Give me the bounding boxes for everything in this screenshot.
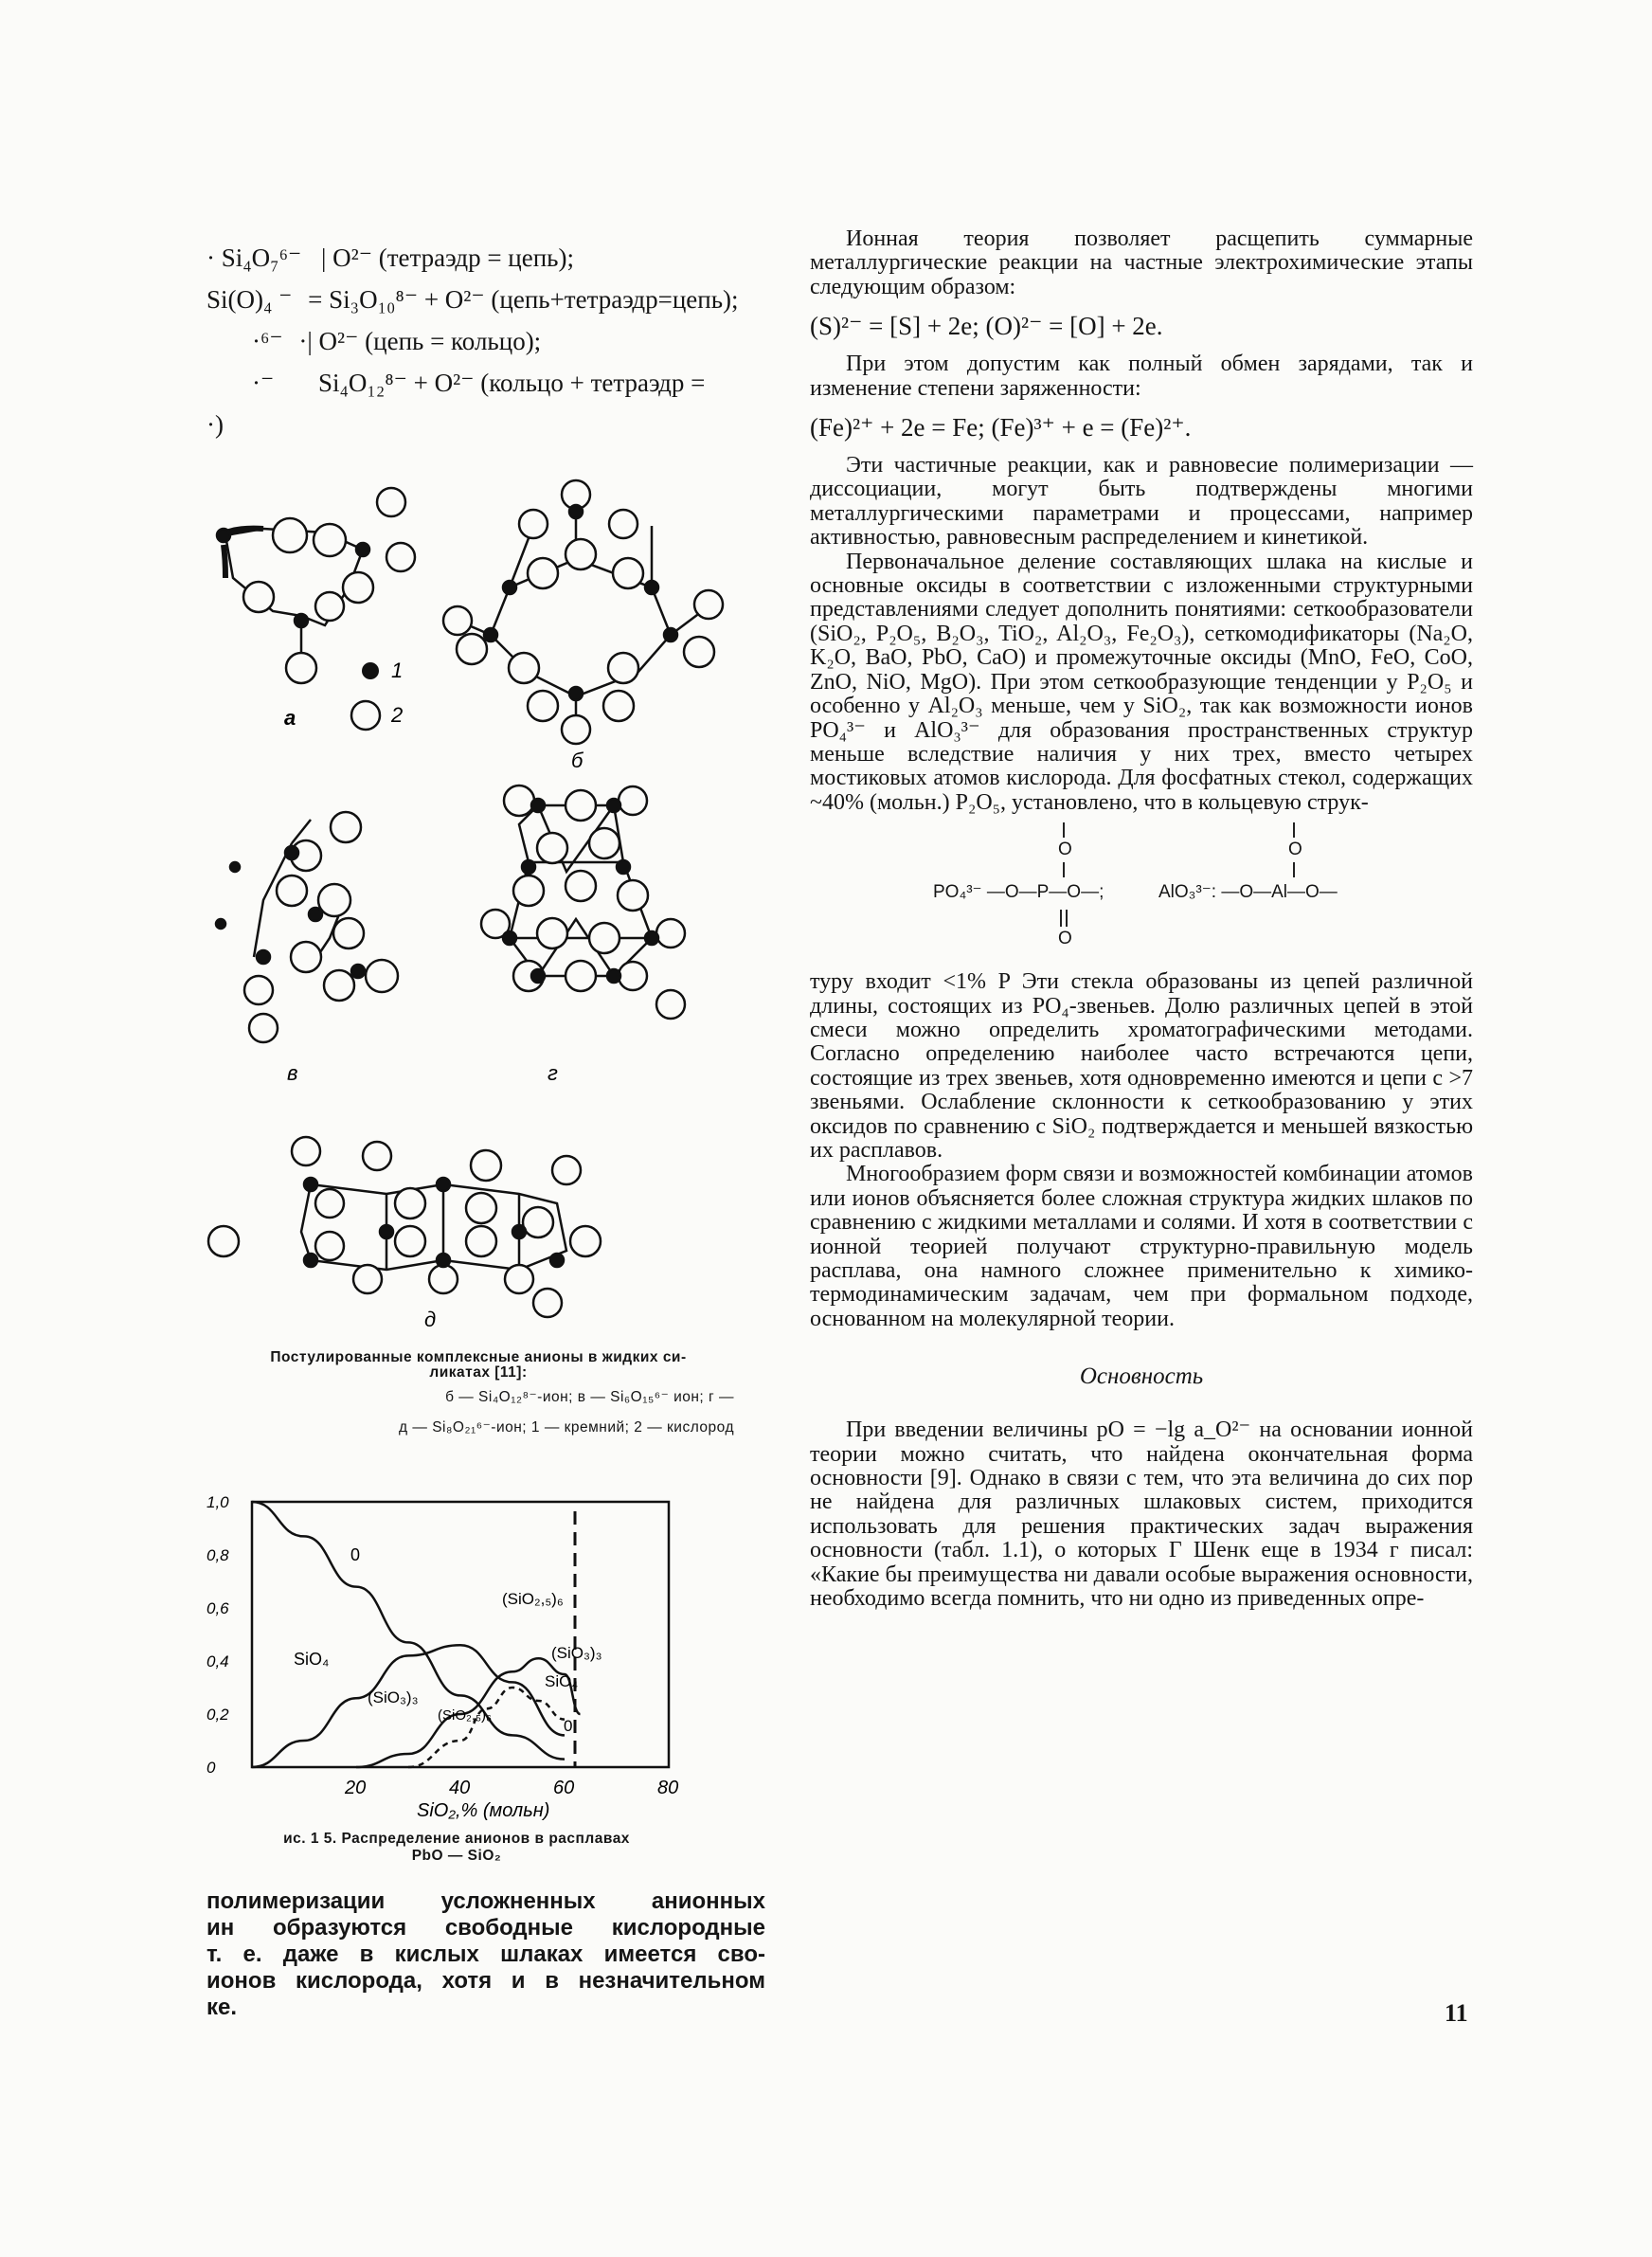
chart-caption <box>220 1829 693 1867</box>
structural-formulas <box>810 822 1473 965</box>
left-bottom-paragraph <box>206 1888 765 2021</box>
bond-line <box>1293 822 1295 838</box>
y-tick-label: 0,2 <box>206 1706 229 1724</box>
curve-label-sio3-left: (SiO₃)₃ <box>368 1688 419 1706</box>
label-d: д <box>424 1308 437 1331</box>
double-bond-line <box>1060 910 1062 927</box>
curve-label-sio25-top: (SiO₂,₅)₆ <box>502 1590 564 1608</box>
curve-label-sio4: SiO₄ <box>294 1650 330 1669</box>
equation-lhs: ·) <box>206 410 224 439</box>
equation-line <box>206 237 762 279</box>
equation-line <box>206 320 762 362</box>
x-tick-label: 40 <box>449 1778 471 1798</box>
paragraph-partial-reactions: Эти частичные реакции, как и равновесие полимеризации — диссоциации, могут быть подтверждены многими металлургическими параметрами и процессами, например активностью, равновесным распределением и кинетикой. <box>810 453 1473 551</box>
left-paragraph-line: полимеризации усложненных анионных <box>206 1888 765 1914</box>
legend-oxygen-icon <box>351 701 380 730</box>
structure-a <box>217 488 415 683</box>
structure-v <box>216 812 398 1042</box>
chart-series <box>252 1502 581 1767</box>
y-tick-label: 0,6 <box>206 1599 229 1617</box>
x-tick-labels <box>344 1778 678 1798</box>
paragraph-bond-diversity: Многообразием форм связи и возможностей комбинации атомов или ионов объясняется более сложная структура жидких шлаков по сравнению с жидкими металлами и солями. И хотя в соответствии с ионной теорией получают структурно-правильную модель расплава, она намного сложнее применительно к химико-термодинамическим задачам, чем при формальном подходе, основанном на молекулярной теории. <box>810 1162 1473 1331</box>
equation-rhs: ·| O²⁻ (цепь = кольцо); <box>298 327 542 355</box>
right-column <box>810 227 1473 1611</box>
y-tick-label: 0 <box>206 1759 216 1777</box>
equation-lhs: ·⁻ <box>252 369 275 397</box>
curve-label-sio4-right: SiO₄ <box>545 1672 579 1690</box>
legend-1-label: 1 <box>391 659 404 682</box>
equation-lhs: Si(O)₄ ⁻ <box>206 285 293 314</box>
curve-label-o: 0 <box>350 1545 361 1564</box>
figure-caption-line: б — Si₄O₁₂⁸⁻-ион; в — Si₆O₁₅⁶⁻ ион; г — <box>445 1389 734 1405</box>
struct-alo3: AlO₃³⁻: —O—Al—O— <box>1158 882 1338 903</box>
paragraph-charge-exchange: При этом допустим как полный обмен зарядами, так и изменение степени заряженности: <box>810 352 1473 401</box>
figure-caption-line: д — Si₈O₂₁⁶⁻-ион; 1 — кремний; 2 — кислород <box>399 1419 734 1435</box>
label-a: а <box>284 706 296 730</box>
series-line <box>252 1502 565 1760</box>
struct-o-top-p: O <box>1058 840 1072 860</box>
y-tick-labels <box>206 1493 229 1777</box>
y-tick-label: 0,8 <box>206 1546 229 1564</box>
structure-b <box>443 480 723 744</box>
equation-rhs: | O²⁻ (тетраэдр = цепь); <box>321 244 574 272</box>
paragraph-ionic-theory: Ионная теория позволяет расщепить суммарные металлургические реакции на частные электрохимические этапы следующим образом: <box>810 226 1473 299</box>
bond-line <box>1063 862 1065 877</box>
double-bond-line <box>1066 910 1068 927</box>
equation-lhs: · Si₄O₇⁶⁻ <box>206 244 302 272</box>
struct-o-top-al: O <box>1288 840 1302 860</box>
x-axis-label: SiO₂,% (мольн) <box>417 1800 550 1821</box>
left-paragraph-line: ин образуются свободные кислородные <box>206 1915 765 1941</box>
equation-rhs: = Si₃O₁₀⁸⁻ + O²⁻ (цепь+тетраэдр=цепь); <box>308 285 739 314</box>
left-paragraph-line: т. е. даже в кислых шлаках имеется сво- <box>206 1941 765 1967</box>
equation-line <box>206 362 762 404</box>
section-title-basicity: Основность <box>1079 1363 1204 1390</box>
y-tick-label: 1,0 <box>206 1493 229 1511</box>
curve-label-sio25-bottom: (SiO₂,₅)₆ <box>438 1707 493 1724</box>
left-column <box>206 237 762 445</box>
label-g: г <box>548 1061 558 1085</box>
paragraph-basicity: При введении величины pO = −lg a_O²⁻ на основании ионной теории можно считать, что найдена окончательная форма основности [9]. Однако в связи с тем, что эта величина до сих пор не найдена для различных шлаковых систем, приходится использовать для решения практических задач выражения основности (табл. 1.1), о которых Г Шенк еще в 1934 г писал: «Какие бы преимущества ни давали особые выражения основности, необходимо всегда помнить, что ни одно из приведенных опре- <box>810 1417 1473 1612</box>
structure-d <box>208 1137 601 1317</box>
equation-lhs: ·⁶⁻ <box>252 327 283 355</box>
left-paragraph-line: ке. <box>206 1995 238 2020</box>
x-tick-label: 80 <box>657 1778 679 1798</box>
bond-line <box>1063 822 1065 838</box>
equation-line <box>206 404 762 445</box>
curve-label-o-bottom: 0 <box>564 1717 573 1735</box>
formula-sulfur-oxygen: (S)²⁻ = [S] + 2e; (O)²⁻ = [O] + 2e. <box>810 312 1163 341</box>
bond-line <box>1293 862 1295 877</box>
series-line <box>408 1688 565 1767</box>
page-number: 11 <box>1445 1999 1468 2027</box>
figure-caption-line: ликатах [11]: <box>429 1364 528 1381</box>
x-tick-label: 60 <box>553 1778 575 1798</box>
legend-2-label: 2 <box>391 703 404 727</box>
struct-o-bottom-p: O <box>1058 929 1072 949</box>
paragraph-network-formers: Первоначальное деление составляющих шлака на кислые и основные оксиды в соответствии с изложенными структурными представлениями следует дополнить понятиями: сеткообразователи (SiO₂, P₂O₅, B₂O₃, TiO₂, Al₂O₃, Fe₂O₃), сеткомодификаторы (Na₂O, K₂O, BaO, PbO, CaO) и промежуточные оксиды (MnO, FeO, CoO, ZnO, NiO, MgO). При этом сеткообразующие тенденции у P₂O₅ и особенно у Al₂O₃ меньше, чем у SiO₂, так как возможности ионов PO₄³⁻ и AlO₃³⁻ для образования пространственных структур меньше вследствие наличия у них трех, вместо четырех мостиковых атомов кислорода. Для фосфатных стекол, содержащих ~40% (мольн.) P₂O₅, установлено, что в кольцевую струк- <box>810 549 1473 815</box>
anion-structures-figure <box>206 445 775 1440</box>
formula-iron: (Fe)²⁺ + 2e = Fe; (Fe)³⁺ + e = (Fe)²⁺. <box>810 413 1192 442</box>
chart-frame <box>252 1502 669 1767</box>
anion-distribution-chart <box>199 1483 691 1824</box>
legend-silicon-icon <box>362 662 379 679</box>
chart-caption-line: PbO — SiO₂ <box>411 1848 502 1864</box>
curve-label-sio3-right: (SiO₃)₃ <box>551 1644 602 1662</box>
figure-caption-line: Постулированные комплексные анионы в жидких си- <box>270 1349 687 1365</box>
figure-caption <box>223 1347 734 1438</box>
x-tick-label: 20 <box>345 1778 367 1798</box>
equation-rhs: Si₄O₁₂⁸⁻ + O²⁻ (кольцо + тетраэдр = <box>318 369 706 397</box>
paragraph-phosphate-chains: туру входит <1% P Эти стекла образованы из цепей различной длины, состоящих из PO₄-звеньев. Долю различных цепей в этой смеси можно определить хроматографическими методами. Согласно определению наиболее часто встречаются цепи, состоящие из трех звеньев, хотя одновременно имеются и цепи с >7 звеньями. Ослабление склонности к сеткообразованию у этих оксидов по сравнению с SiO₂ подтверждается и меньшей вязкостью их расплавов. <box>810 969 1473 1163</box>
struct-po4: PO₄³⁻ —O—P—O—; <box>933 882 1104 903</box>
label-v: в <box>287 1061 298 1085</box>
label-b: б <box>571 749 584 772</box>
left-paragraph-line: ионов кислорода, хотя и в незначительном <box>206 1968 765 1994</box>
y-tick-label: 0,4 <box>206 1652 229 1670</box>
structure-g <box>481 785 685 1019</box>
equation-line <box>206 279 762 320</box>
chart-caption-line: ис. 1 5. Распределение анионов в расплавах <box>283 1831 630 1847</box>
